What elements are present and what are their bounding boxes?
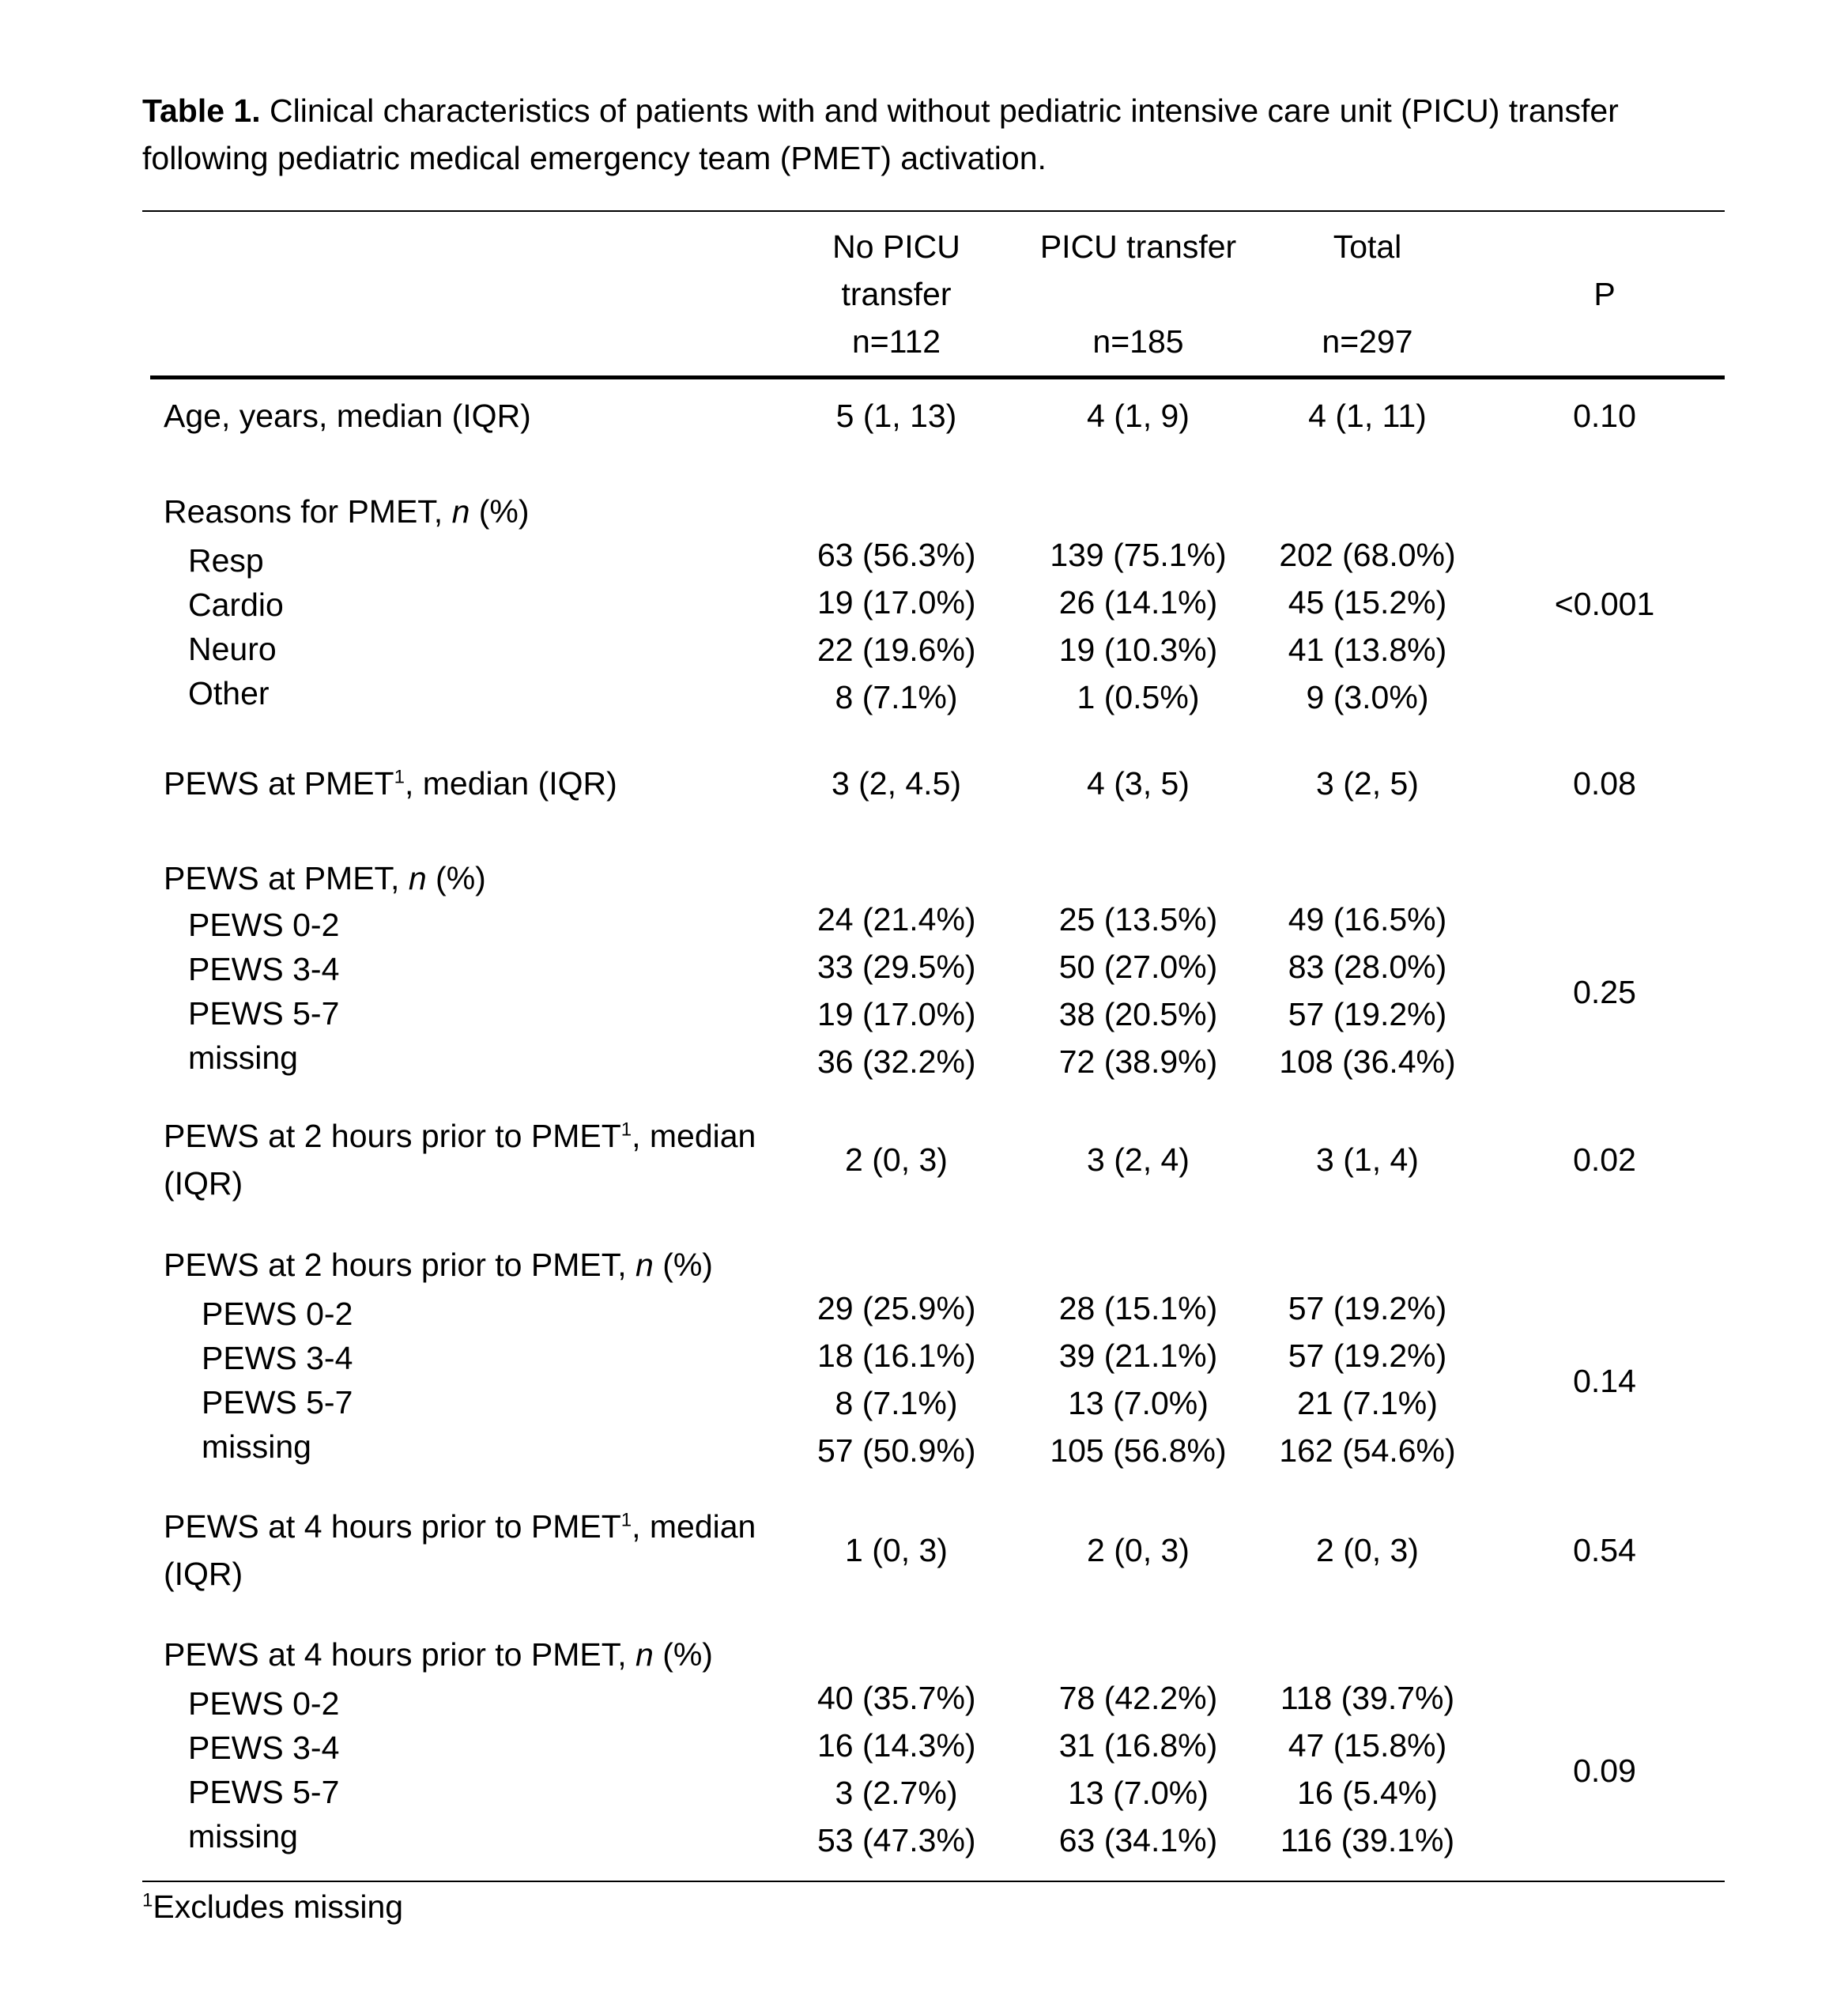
cell-age-picu: 4 (1, 9) [1087, 398, 1190, 434]
cell-pews2-5-7-picu: 13 (7.0%) [1068, 1385, 1209, 1421]
caption-text: Clinical characteristics of patients with and without pediatric intensive care unit (PICU) transfer following pediatric medical emergency team (PMET) activation. [142, 92, 1619, 176]
cell-pews2-0-2-total: 57 (19.2%) [1288, 1290, 1447, 1326]
row-label-resp: Resp [188, 542, 264, 579]
cell-cardio-picu: 26 (14.1%) [1058, 584, 1218, 621]
cell-pews4-5-7-total: 16 (5.4%) [1297, 1775, 1438, 1811]
cell-pews4-median-p: 0.54 [1573, 1532, 1636, 1568]
row-label-cardio: Cardio [188, 587, 284, 623]
cell-neuro-total: 41 (13.8%) [1288, 632, 1447, 668]
top-rule [142, 210, 1725, 212]
row-label-pews-cat: PEWS at PMET, n (%) [164, 860, 486, 896]
cell-pews-0-2-no-picu: 24 (21.4%) [817, 901, 976, 938]
cell-cardio-total: 45 (15.2%) [1288, 584, 1447, 621]
cell-pews4-0-2-picu: 78 (42.2%) [1058, 1680, 1218, 1716]
cell-pews4-3-4-total: 47 (15.8%) [1288, 1727, 1447, 1764]
row-label-pews4-missing: missing [188, 1818, 298, 1854]
cell-pews-cat-p: 0.25 [1573, 974, 1636, 1010]
bottom-rule [142, 1881, 1725, 1882]
table-caption [142, 87, 1739, 182]
cell-resp-picu: 139 (75.1%) [1050, 537, 1227, 573]
cell-pews-0-2-total: 49 (16.5%) [1288, 901, 1447, 938]
cell-pews-3-4-no-picu: 33 (29.5%) [817, 949, 976, 985]
cell-other-total: 9 (3.0%) [1306, 679, 1429, 715]
cell-pews4-median-picu: 2 (0, 3) [1087, 1532, 1190, 1568]
row-label-pews-0-2: PEWS 0-2 [188, 907, 340, 943]
cell-pews4-3-4-no-picu: 16 (14.3%) [817, 1727, 976, 1764]
cell-pews-missing-total: 108 (36.4%) [1279, 1043, 1456, 1080]
cell-reasons-p: <0.001 [1554, 586, 1655, 622]
header-col2-title: PICU transfer [1039, 228, 1237, 265]
caption-label: Table 1. [142, 92, 261, 129]
row-label-pews4-cat: PEWS at 4 hours prior to PMET, n (%) [164, 1636, 713, 1673]
cell-cardio-no-picu: 19 (17.0%) [817, 584, 976, 621]
cell-pews4-median-total: 2 (0, 3) [1316, 1532, 1419, 1568]
cell-age-total: 4 (1, 11) [1308, 398, 1427, 434]
cell-pews2-3-4-total: 57 (19.2%) [1288, 1338, 1447, 1374]
row-label-pews4-0-2: PEWS 0-2 [188, 1685, 340, 1722]
row-label-other: Other [188, 675, 270, 711]
row-label-pews4-3-4: PEWS 3-4 [188, 1730, 340, 1766]
cell-pews2-5-7-total: 21 (7.1%) [1297, 1385, 1438, 1421]
cell-pews4-5-7-no-picu: 3 (2.7%) [835, 1775, 958, 1811]
cell-pews-0-2-picu: 25 (13.5%) [1058, 901, 1218, 938]
cell-pews2-missing-total: 162 (54.6%) [1279, 1432, 1456, 1469]
footnote: $^1$Excludes missing [142, 1888, 404, 1925]
cell-pews-missing-no-picu: 36 (32.2%) [817, 1043, 976, 1080]
cell-other-picu: 1 (0.5%) [1077, 679, 1200, 715]
header-col4-p: P [1593, 276, 1616, 312]
row-label-pews2-cat: PEWS at 2 hours prior to PMET, n (%) [164, 1247, 713, 1283]
row-label-pews4-median-line2: (IQR) [164, 1556, 243, 1592]
cell-pews-median-picu: 4 (3, 5) [1087, 765, 1190, 802]
cell-pews-median-no-picu: 3 (2, 4.5) [831, 765, 962, 802]
header-col1-n: n=112 [851, 323, 941, 360]
row-label-pews-median: PEWS at PMET$^1$, median (IQR) [164, 765, 617, 802]
row-label-pews2-median-line2: (IQR) [164, 1165, 243, 1202]
cell-pews4-cat-p: 0.09 [1573, 1753, 1636, 1789]
header-col3-n: n=297 [1322, 323, 1413, 360]
cell-pews-median-p: 0.08 [1573, 765, 1636, 802]
cell-resp-total: 202 (68.0%) [1279, 537, 1456, 573]
row-label-reasons: Reasons for PMET, n (%) [164, 493, 530, 530]
cell-pews2-cat-p: 0.14 [1573, 1363, 1636, 1399]
cell-pews2-missing-no-picu: 57 (50.9%) [817, 1432, 976, 1469]
cell-pews4-missing-no-picu: 53 (47.3%) [817, 1822, 976, 1858]
cell-pews2-median-no-picu: 2 (0, 3) [845, 1141, 948, 1178]
cell-pews4-median-no-picu: 1 (0, 3) [845, 1532, 948, 1568]
cell-pews2-0-2-picu: 28 (15.1%) [1058, 1290, 1218, 1326]
row-label-pews2-0-2: PEWS 0-2 [202, 1296, 353, 1332]
row-label-neuro: Neuro [188, 631, 277, 667]
cell-pews2-3-4-no-picu: 18 (16.1%) [817, 1338, 976, 1374]
cell-pews4-0-2-no-picu: 40 (35.7%) [817, 1680, 976, 1716]
row-label-pews2-5-7: PEWS 5-7 [202, 1384, 353, 1421]
cell-pews-5-7-no-picu: 19 (17.0%) [817, 996, 976, 1032]
cell-pews4-0-2-total: 118 (39.7%) [1280, 1680, 1455, 1716]
row-label-pews4-5-7: PEWS 5-7 [188, 1774, 340, 1810]
cell-pews4-5-7-picu: 13 (7.0%) [1068, 1775, 1209, 1811]
cell-pews4-missing-total: 116 (39.1%) [1280, 1822, 1455, 1858]
cell-neuro-picu: 19 (10.3%) [1058, 632, 1218, 668]
cell-pews-missing-picu: 72 (38.9%) [1058, 1043, 1218, 1080]
cell-pews2-3-4-picu: 39 (21.1%) [1058, 1338, 1218, 1374]
header-col2-n: n=185 [1092, 323, 1184, 360]
cell-pews-5-7-total: 57 (19.2%) [1288, 996, 1447, 1032]
cell-neuro-no-picu: 22 (19.6%) [817, 632, 976, 668]
cell-pews2-median-total: 3 (1, 4) [1316, 1141, 1419, 1178]
cell-pews-median-total: 3 (2, 5) [1316, 765, 1419, 802]
row-label-pews-3-4: PEWS 3-4 [188, 951, 340, 987]
row-label-pews-missing: missing [188, 1039, 298, 1076]
cell-age-no-picu: 5 (1, 13) [835, 398, 957, 434]
cell-pews2-median-picu: 3 (2, 4) [1087, 1141, 1190, 1178]
cell-pews4-3-4-picu: 31 (16.8%) [1058, 1727, 1218, 1764]
cell-pews2-0-2-no-picu: 29 (25.9%) [817, 1290, 976, 1326]
row-label-pews2-missing: missing [202, 1428, 311, 1465]
cell-other-no-picu: 8 (7.1%) [835, 679, 958, 715]
cell-resp-no-picu: 63 (56.3%) [817, 537, 976, 573]
cell-pews4-missing-picu: 63 (34.1%) [1058, 1822, 1218, 1858]
header-col3-title: Total [1333, 228, 1402, 265]
cell-pews-3-4-picu: 50 (27.0%) [1058, 949, 1218, 985]
header-col1-line1: No PICU [832, 228, 960, 265]
row-label-pews4-median: PEWS at 4 hours prior to PMET$^1$, median [164, 1508, 756, 1545]
row-label-age: Age, years, median (IQR) [164, 398, 531, 434]
header-col1-line2: transfer [841, 276, 952, 312]
cell-pews2-5-7-no-picu: 8 (7.1%) [835, 1385, 958, 1421]
cell-pews2-missing-picu: 105 (56.8%) [1050, 1432, 1227, 1469]
cell-pews2-median-p: 0.02 [1573, 1141, 1636, 1178]
header-rule [150, 375, 1725, 379]
row-label-pews2-3-4: PEWS 3-4 [202, 1340, 353, 1376]
row-label-pews-5-7: PEWS 5-7 [188, 995, 340, 1032]
cell-pews-5-7-picu: 38 (20.5%) [1058, 996, 1218, 1032]
row-label-pews2-median: PEWS at 2 hours prior to PMET$^1$, median [164, 1118, 756, 1154]
cell-pews-3-4-total: 83 (28.0%) [1288, 949, 1447, 985]
cell-age-p: 0.10 [1573, 398, 1636, 434]
